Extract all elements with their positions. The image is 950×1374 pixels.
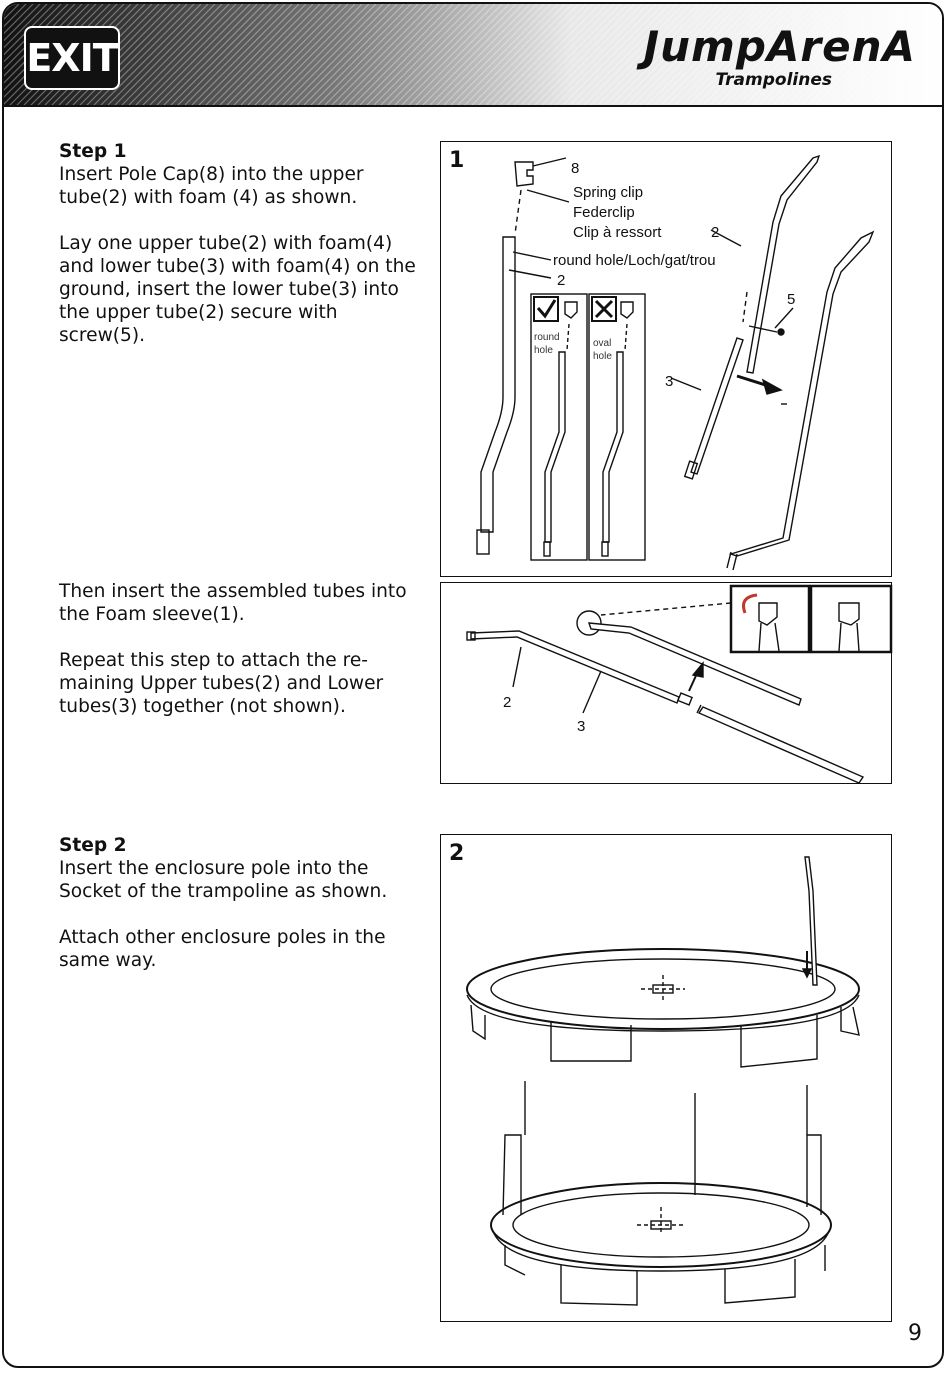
brand-subtitle: Trampolines [715,70,832,90]
label-round-hole: round hole/Loch/gat/trou [553,252,716,269]
step2-paragraph-1: Insert the enclosure pole into the Socket of the trampoline as shown. [59,858,388,902]
figure-1b-panel [440,582,892,784]
figure-1b-drawing [441,583,893,785]
label-round: round [534,332,560,343]
label-federclip: Federclip [573,204,635,221]
figure-1-number: 1 [449,148,465,173]
step1-paragraph-1: Insert Pole Cap(8) into the upper tube(2) with foam (4) as shown. [59,164,364,208]
label-hole-b: hole [593,351,612,362]
header [4,4,942,107]
step2-paragraph-2: Attach other enclosure poles in the same way. [59,927,386,971]
check-mark [538,300,555,316]
label-hole-a: hole [534,345,553,356]
tube-end [477,530,489,554]
label-2-right: 2 [711,224,720,241]
step1-paragraph-3: Then insert the assembled tubes into the Foam sleeve(1). [59,581,407,625]
manual-page [2,2,944,1368]
label-2-left: 2 [557,272,566,289]
brand-title: JumpArenA [643,22,916,71]
step2-heading: Step 2 [59,835,127,856]
label-clip-a-ressort: Clip à ressort [573,224,662,241]
label-spring-clip: Spring clip [573,184,644,201]
step1-text [59,140,429,370]
figure-1-panel [440,141,892,577]
label-2: 2 [503,694,512,711]
step1-paragraph-2: Lay one upper tube(2) with foam(4) and lower tube(3) with foam(4) on the ground, insert the lower tube(3) into the upper tube(2) secure with screw(5). [59,233,416,346]
label-8: 8 [571,160,580,177]
label-3: 3 [577,718,586,735]
label-3: 3 [665,373,674,390]
cross-mark [596,301,612,317]
step1-text-continued [59,580,429,741]
step2-text [59,834,429,995]
exit-logo [24,26,120,90]
label-oval: oval [593,338,612,349]
step1-heading: Step 1 [59,141,127,162]
figure-2-drawing [441,835,893,1323]
pole-cap [515,162,533,186]
figure-2-number: 2 [449,841,465,866]
label-5: 5 [787,291,796,308]
figure-2-panel [440,834,892,1322]
logo-text: EXIT [26,36,118,80]
page-number: 9 [908,1321,922,1346]
step1-paragraph-4: Repeat this step to attach the re-maining Upper tubes(2) and Lower tubes(3) together (not shown). [59,650,384,717]
figure-1-drawing [441,142,893,578]
